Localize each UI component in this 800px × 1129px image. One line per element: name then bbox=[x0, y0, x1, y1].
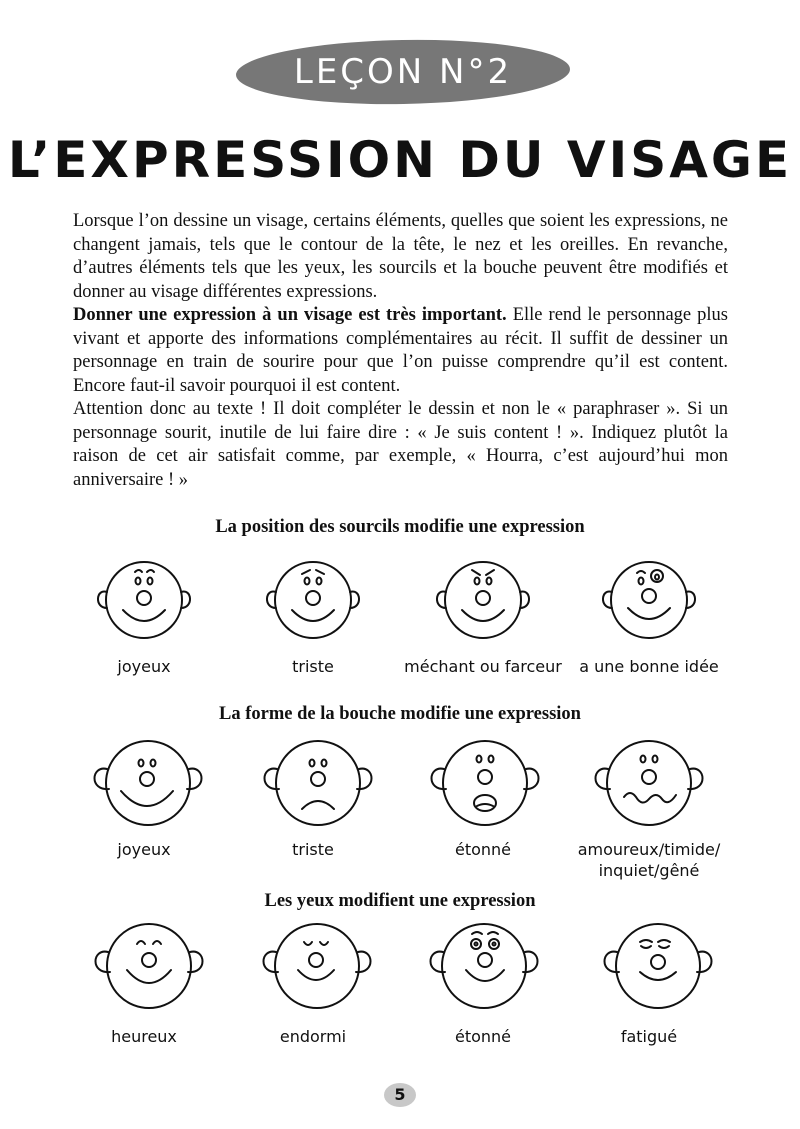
face-label: a une bonne idée bbox=[579, 657, 719, 676]
face-label: fatigué bbox=[620, 1027, 678, 1046]
lesson-label: LEÇON N°2 bbox=[293, 52, 513, 92]
face-label: triste bbox=[292, 840, 334, 859]
intro-paragraph-2-rest: Elle rend le personnage plus vivant et apporte des informations complémentaires au récit. Il suffit de dessiner un personnage en train de sourire pour que l’on puisse comprendre qu’il est content. Encore faut-il savoir pourquoi il est content. bbox=[73, 305, 729, 396]
faces-row-eyes bbox=[0, 918, 800, 1068]
face-item bbox=[574, 548, 724, 698]
section-title-mouth: La forme de la bouche modifie une expression bbox=[219, 704, 581, 724]
eyes-surprised-face-icon bbox=[408, 918, 558, 1018]
face-item bbox=[408, 735, 558, 885]
eyebrows-mean-face-icon bbox=[408, 548, 558, 648]
face-label: heureux bbox=[111, 1027, 177, 1046]
section-title-eyes: Les yeux modifient une expression bbox=[264, 891, 536, 911]
eyes-asleep-face-icon bbox=[238, 918, 388, 1018]
face-item bbox=[404, 548, 562, 698]
page-title: L’EXPRESSION DU VISAGE bbox=[7, 131, 793, 189]
faces-row-mouth bbox=[0, 735, 800, 885]
face-item bbox=[69, 548, 219, 698]
mouth-wavy-face-icon bbox=[574, 735, 724, 835]
face-label: méchant ou farceur bbox=[404, 657, 562, 676]
eyebrows-sad-face-icon bbox=[238, 548, 388, 648]
face-item bbox=[574, 918, 724, 1068]
face-label: triste bbox=[292, 657, 334, 676]
face-label: étonné bbox=[454, 840, 512, 859]
face-label: étonné bbox=[454, 1027, 512, 1046]
eyes-tired-face-icon bbox=[574, 918, 724, 1018]
intro-text bbox=[73, 210, 728, 492]
face-item bbox=[69, 735, 219, 885]
eyebrows-joyful-face-icon bbox=[69, 548, 219, 648]
page-number: 5 bbox=[394, 1085, 406, 1104]
face-label bbox=[554, 839, 744, 881]
eyes-happy-face-icon bbox=[69, 918, 219, 1018]
mouth-sad-face-icon bbox=[238, 735, 388, 835]
face-item bbox=[574, 735, 724, 885]
face-label: endormi bbox=[279, 1027, 347, 1046]
section-title-eyebrows: La position des sourcils modifie une expression bbox=[215, 517, 585, 537]
face-label: joyeux bbox=[117, 657, 171, 676]
face-label-line-2: inquiet/gêné bbox=[598, 861, 700, 880]
eyebrows-idea-face-icon bbox=[574, 548, 724, 648]
face-item bbox=[238, 735, 388, 885]
face-item bbox=[238, 918, 388, 1068]
mouth-joyful-face-icon bbox=[69, 735, 219, 835]
face-item bbox=[69, 918, 219, 1068]
face-item bbox=[408, 918, 558, 1068]
faces-row-eyebrows bbox=[0, 548, 800, 698]
face-label-line-1: amoureux/timide/ bbox=[577, 840, 721, 859]
intro-paragraph-2 bbox=[73, 304, 728, 398]
intro-paragraph-3: Attention donc au texte ! Il doit compléter le dessin et non le « paraphraser ». Si un personnage sourit, inutile de lui faire dire : « Je suis content ! ». Indiquez plutôt la raison de cet air satisfait comme, par exemple, « Hourra, c’est aujourd’hui mon anniversaire ! » bbox=[73, 399, 728, 490]
intro-paragraph-1: Lorsque l’on dessine un visage, certains éléments, quelles que soient les expressions, ne changent jamais, tels que le contour de la tête, le nez et les oreilles. En revanche, d’autres éléments tels que les yeux, les sourcils et la bouche peuvent être modifiés et donner au visage différentes expressions. bbox=[73, 211, 728, 302]
intro-paragraph-2-bold: Donner une expression à un visage est très important. bbox=[73, 305, 507, 325]
face-label: joyeux bbox=[117, 840, 171, 859]
face-item bbox=[238, 548, 388, 698]
mouth-surprised-face-icon bbox=[408, 735, 558, 835]
